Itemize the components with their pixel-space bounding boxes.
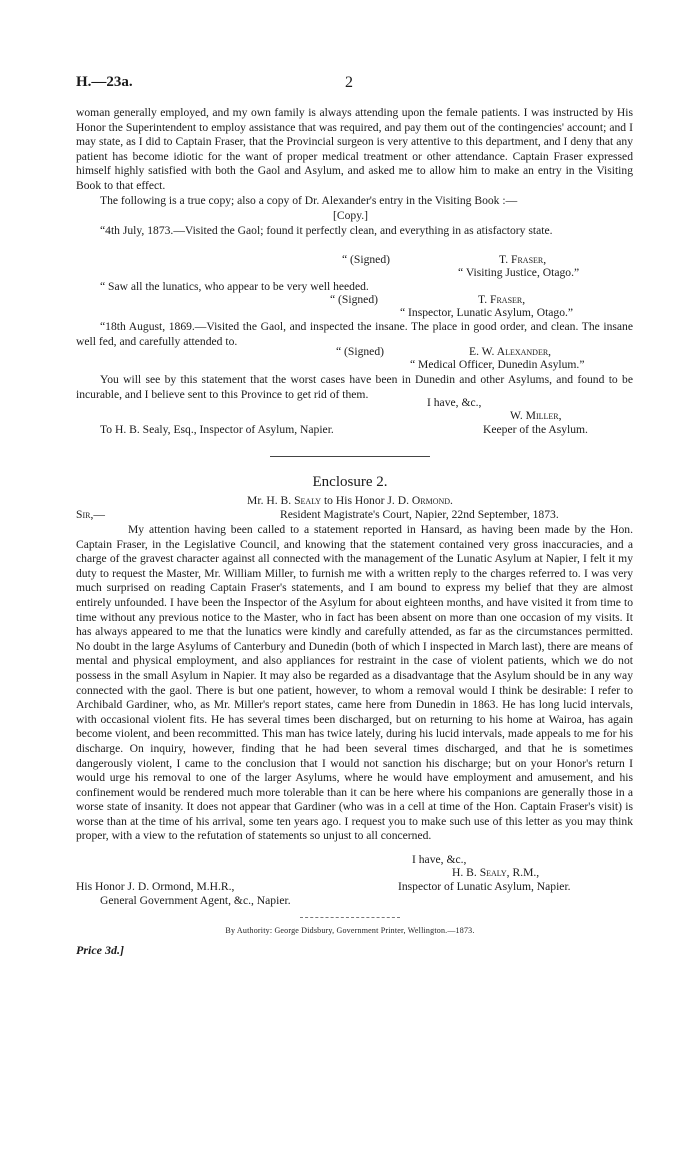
letter-1-addressee: To H. B. Sealy, Esq., Inspector of Asylum, Napier. xyxy=(100,423,334,436)
enclosure-body xyxy=(76,523,633,844)
entry-3-text: “18th August, 1869.—Visited the Gaol, and inspected the insane. The place in good order, and clean. The insane well fed, and carefully attended to. xyxy=(76,320,633,348)
enclosure-signatory-title: Inspector of Lunatic Asylum, Napier. xyxy=(398,880,571,893)
document-reference: H.—23a. xyxy=(76,74,133,90)
entry-2-text: “ Saw all the lunatics, who appear to be very well heeded. xyxy=(100,280,369,293)
salutation: Sir,— xyxy=(76,508,105,521)
enclosure-paragraph: My attention having been called to a statement reported in Hansard, as having been made by the Hon. Captain Fraser, in the Legislative Council, and knowing that the statement contained very gross inaccuracies, and a charge of the gravest character against all connected with the management of the Lunatic Asylum at Napier, I felt it my duty to request the Master, Mr. William Miller, to furnish me with a written reply to the charges referred to. I was very much surprised on reading Captain Fraser's statements, and I am bound to express my belief that they are almost entirely unfounded. I have been the Inspector of the Asylum for about eighteen months, and have visited it from time to time without any previous notice to the Master, who in fact has been absent on more than one occasion of my visits. It has always appeared to me that the lunatics were kindly and carefully attended, as far as the circumstances permitted. No doubt in the large Asylums of Canterbury and Dunedin (both of which I inspected in March last), there are means of mental and physical employment, and also appliances for restraint in the case of violent patients, which we do not possess in the small Asylum in Napier. It may also be regarded as a disadvantage that the Asylum should be in any way connected with the gaol. There is but one patient, however, to whom a removal would I think be desirable: I refer to Archibald Gardiner, who, as Mr. Miller's report states, came here from Dunedin in 1863. He has long lucid intervals, with occasional violent fits. He has several times been discharged, but on returning to his home at Wairoa, has again become violent, and been recommitted. This man has twice lately, during his lucid intervals, made appeals to me for his discharge. On inquiry, however, finding that he had been several times discharged, and that he is sometimes dangerously violent, I came to the conclusion that I would not sanction his discharge; but on your Honor's return I would urge his removal to one of the larger Asylums, where he would have employment and amusement, and his confinement would be rendered much more tolerable than it can be here where his companions are generally those in a worse state of insanity. It does not appear that Gardiner (who was in a cell at time of the Hon. Captain Fraser's visit) is worse than at the time of his arrival, some ten years ago. I request you to make such use of this letter as you may think proper, with a view to the refutation of statements so unjust to all concerned. xyxy=(76,523,633,843)
closing-section xyxy=(76,373,633,402)
entry-1-title: “ Visiting Justice, Otago.” xyxy=(458,266,580,279)
section-divider xyxy=(270,456,430,457)
from-name: Sealy xyxy=(294,494,322,507)
enclosure-from-to xyxy=(0,494,700,507)
opening-paragraph: woman generally employed, and my own family is always attending upon the female patients. I was instructed by His Honor the Superintendent to employ assistance that was required, and pay them out of the contingencies' account; and I may state, as I did to Captain Fraser, that the Provincial surgeon is very attentive to this department, and I deny that any patient has become idiotic for the want of proper medical treatment or other attendance. Captain Fraser expressed himself highly satisfied with both the Gaol and Asylum, and asked me to allow him to make an entry in the Visiting Book to that effect. xyxy=(76,106,633,192)
to-name: Ormond xyxy=(411,494,451,507)
printer-authority: By Authority: George Didsbury, Government Printer, Wellington.—1873. xyxy=(225,926,475,935)
entry-3-signed: “ (Signed) xyxy=(336,345,384,358)
entry-1-text: “4th July, 1873.—Visited the Gaol; found it perfectly clean, and everything in as atisfactory state. xyxy=(100,224,553,237)
from-to-end: . xyxy=(450,494,453,507)
letter-1-signatory: W. Miller, xyxy=(510,409,562,422)
enclosure-valediction: I have, &c., xyxy=(412,853,467,866)
enclosure-addressee-line-1: His Honor J. D. Ormond, M.H.R., xyxy=(76,880,235,893)
from-to-mid: to His Honor J. D. xyxy=(321,494,412,507)
from-to-prefix: Mr. H. B. xyxy=(247,494,295,507)
copy-label: [Copy.] xyxy=(333,209,368,222)
letter-body-top xyxy=(76,106,633,208)
entry-2-name: T. Fraser, xyxy=(478,293,526,306)
address-date: Resident Magistrate's Court, Napier, 22nd September, 1873. xyxy=(280,508,559,521)
closing-paragraph: You will see by this statement that the worst cases have been in Dunedin and other Asylums, and found to be incurable, and I believe sent to this Province to get rid of them. xyxy=(76,373,633,401)
enclosure-heading: Enclosure 2. xyxy=(312,474,388,490)
page-number: 2 xyxy=(345,74,353,91)
letter-1-valediction: I have, &c., xyxy=(427,396,482,409)
enclosure-addressee-line-2: General Government Agent, &c., Napier. xyxy=(100,894,291,907)
entry-3-name: E. W. Alexander, xyxy=(469,345,552,358)
visiting-entry-1 xyxy=(76,224,633,239)
footer-divider xyxy=(300,917,400,918)
entry-3-title: “ Medical Officer, Dunedin Asylum.” xyxy=(410,358,585,371)
entry-2-signed: “ (Signed) xyxy=(330,293,378,306)
letter-1-signatory-title: Keeper of the Asylum. xyxy=(483,423,588,436)
enclosure-signatory: H. B. Sealy, R.M., xyxy=(452,866,540,879)
entry-1-name: T. Fraser, xyxy=(499,253,547,266)
entry-1-signed: “ (Signed) xyxy=(342,253,390,266)
entry-2-title: “ Inspector, Lunatic Asylum, Otago.” xyxy=(400,306,574,319)
price: Price 3d.] xyxy=(76,943,124,957)
copy-intro: The following is a true copy; also a copy of Dr. Alexander's entry in the Visiting Book :— xyxy=(100,193,518,207)
